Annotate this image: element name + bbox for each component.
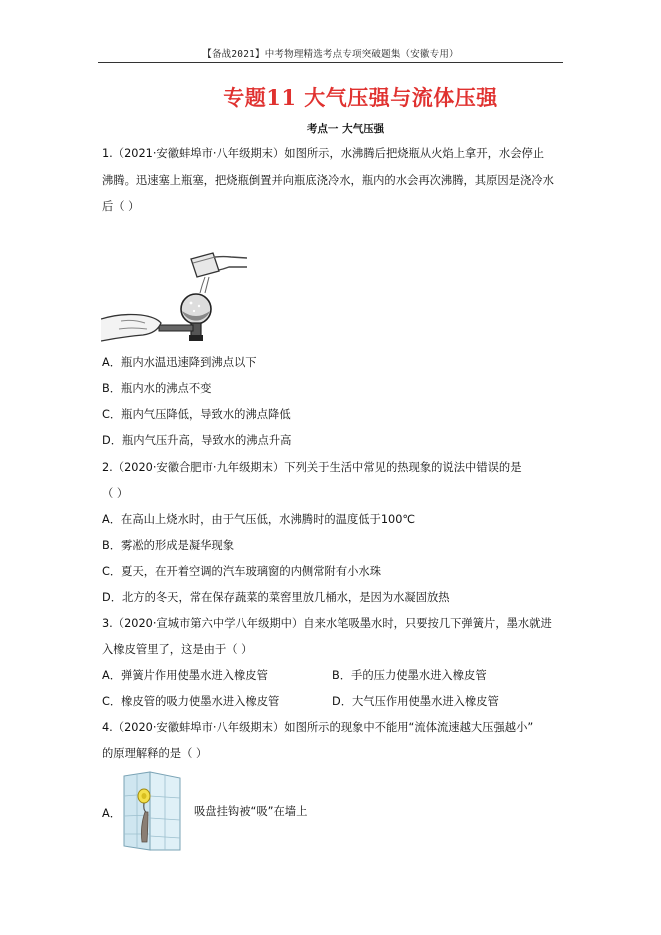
q1-stem-line-2: 沸腾。迅速塞上瓶塞，把烧瓶倒置并向瓶底浇冷水，瓶内的水会再次沸腾，其原因是浇冷水 <box>102 174 554 187</box>
flask-cold-water-figure <box>101 249 247 345</box>
q2-stem-line-1: 2.（2020·安徽合肥市·九年级期末）下列关于生活中常见的热现象的说法中错误的是 <box>102 461 522 474</box>
q4-option-a-text: 吸盘挂钩被“吸”在墙上 <box>194 805 308 818</box>
page-header: 【备战2021】中考物理精选考点专项突破题集（安徽专用） <box>202 49 459 60</box>
q3-option-a: A．弹簧片作用使墨水进入橡皮管 <box>102 669 268 682</box>
header-divider <box>98 62 563 63</box>
q1-option-b: B．瓶内水的沸点不变 <box>102 382 212 395</box>
q2-option-d: D．北方的冬天，常在保存蔬菜的菜窖里放几桶水，是因为水凝固放热 <box>102 591 450 604</box>
q4-option-a-label: A． <box>102 807 122 820</box>
q2-option-a: A．在高山上烧水时，由于气压低，水沸腾时的温度低于100℃ <box>102 513 416 526</box>
q4-stem-line-2: 的原理解释的是（ ） <box>102 747 208 760</box>
q2-option-c: C．夏天，在开着空调的汽车玻璃窗的内侧常附有小水珠 <box>102 565 382 578</box>
q2-stem-line-2: （ ） <box>102 487 129 500</box>
q1-option-d: D．瓶内气压升高，导致水的沸点升高 <box>102 434 292 447</box>
q3-option-c: C．橡皮管的吸力使墨水进入橡皮管 <box>102 695 280 708</box>
q1-stem-line-1: 1.（2021·安徽蚌埠市·八年级期末）如图所示，水沸腾后把烧瓶从火焰上拿开，水会停止 <box>102 147 545 160</box>
q3-option-b: B．手的压力使墨水进入橡皮管 <box>332 669 487 682</box>
q1-option-c: C．瓶内气压降低，导致水的沸点降低 <box>102 408 291 421</box>
q1-stem-line-3: 后（ ） <box>102 200 140 213</box>
q1-option-a: A．瓶内水温迅速降到沸点以下 <box>102 356 257 369</box>
q3-stem-line-2: 入橡皮管里了，这是由于（ ） <box>102 643 253 656</box>
q2-option-b: B．雾凇的形成是凝华现象 <box>102 539 235 552</box>
section-subtitle: 考点一 大气压强 <box>306 123 385 135</box>
suction-cup-hook-figure <box>122 770 182 852</box>
q3-option-d: D．大气压作用使墨水进入橡皮管 <box>332 695 499 708</box>
page-title: 专题11 大气压强与流体压强 <box>223 85 498 110</box>
q3-stem-line-1: 3.（2020·宣城市第六中学八年级期中）自来水笔吸墨水时，只要按几下弹簧片，墨水就进 <box>102 617 552 630</box>
q4-stem-line-1: 4.（2020·安徽蚌埠市·八年级期末）如图所示的现象中不能用“流体流速越大压强越小” <box>102 721 534 734</box>
